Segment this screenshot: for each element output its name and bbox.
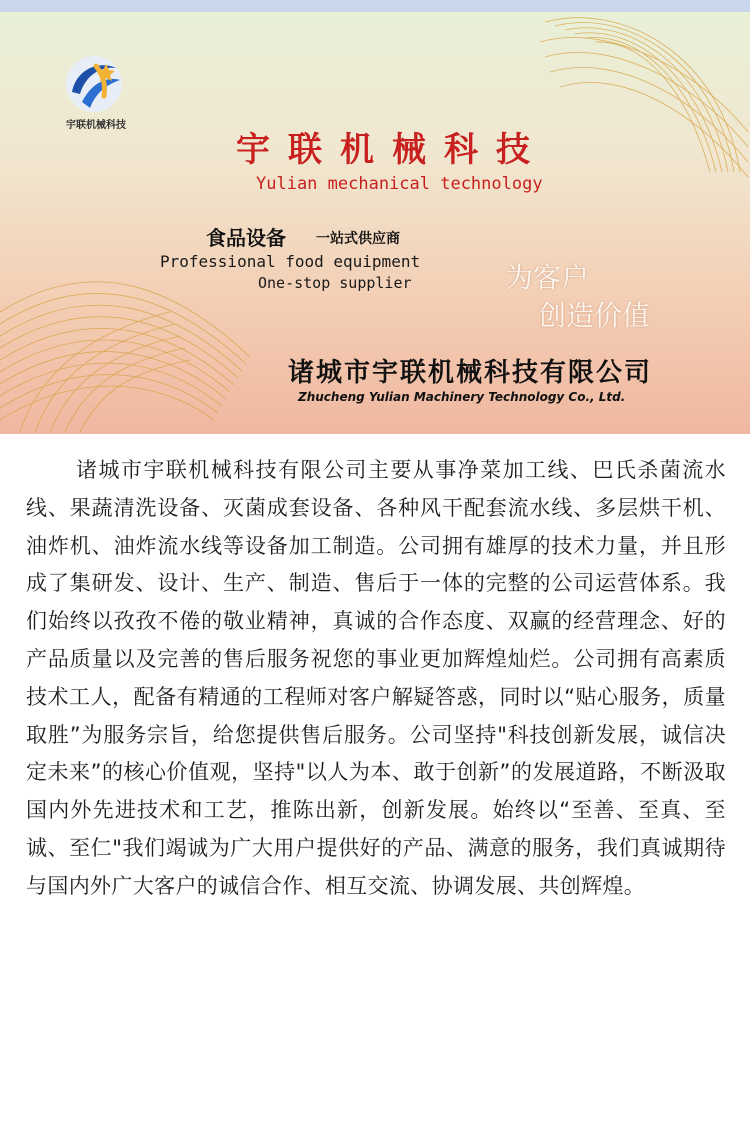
company-logo-icon (62, 52, 126, 116)
food-equipment-cn: 食品设备 (206, 226, 286, 250)
company-banner (0, 12, 750, 434)
food-equipment-en: Professional food equipment (160, 252, 421, 271)
brand-name-en: Yulian mechanical technology (256, 174, 543, 194)
logo-caption: 宇联机械科技 (66, 120, 126, 131)
company-name-cn: 诸城市宇联机械科技有限公司 (288, 358, 653, 388)
slogan-line-2: 创造价值 (538, 299, 651, 332)
slogan-line-1: 为客户 (505, 261, 590, 294)
one-stop-supplier-en: One-stop supplier (258, 274, 412, 292)
company-name-en: Zhucheng Yulian Machinery Technology Co., Ltd. (298, 390, 626, 404)
company-introduction: 诸城市宇联机械科技有限公司主要从事净菜加工线、巴氏杀菌流水线、果蔬清洗设备、灭菌成套设备、各种风干配套流水线、多层烘干机、油炸机、油炸流水线等设备加工制造。公司拥有雄厚的技术力量，并且形成了集研发、设计、生产、制造、售后于一体的完整的公司运营体系。我们始终以孜孜不倦的敬业精神，真诚的合作态度、双赢的经营理念、好的产品质量以及完善的售后服务祝您的事业更加辉煌灿烂。公司拥有高素质技术工人，配备有精通的工程师对客户解疑答惑，同时以“贴心服务，质量取胜”为服务宗旨，给您提供售后服务。公司坚持"科技创新发展，诚信决定未来”的核心价值观，坚持"以人为本、敢于创新”的发展道路，不断汲取国内外先进技术和工艺，推陈出新，创新发展。始终以“至善、至真、至诚、至仁"我们竭诚为广大用户提供好的产品、满意的服务，我们真诚期待与国内外广大客户的诚信合作、相互交流、协调发展、共创辉煌。 (26, 458, 726, 898)
top-strip (0, 0, 750, 12)
brand-name-cn: 宇联机械科技 (236, 130, 548, 170)
one-stop-supplier-cn: 一站式供应商 (316, 231, 400, 247)
